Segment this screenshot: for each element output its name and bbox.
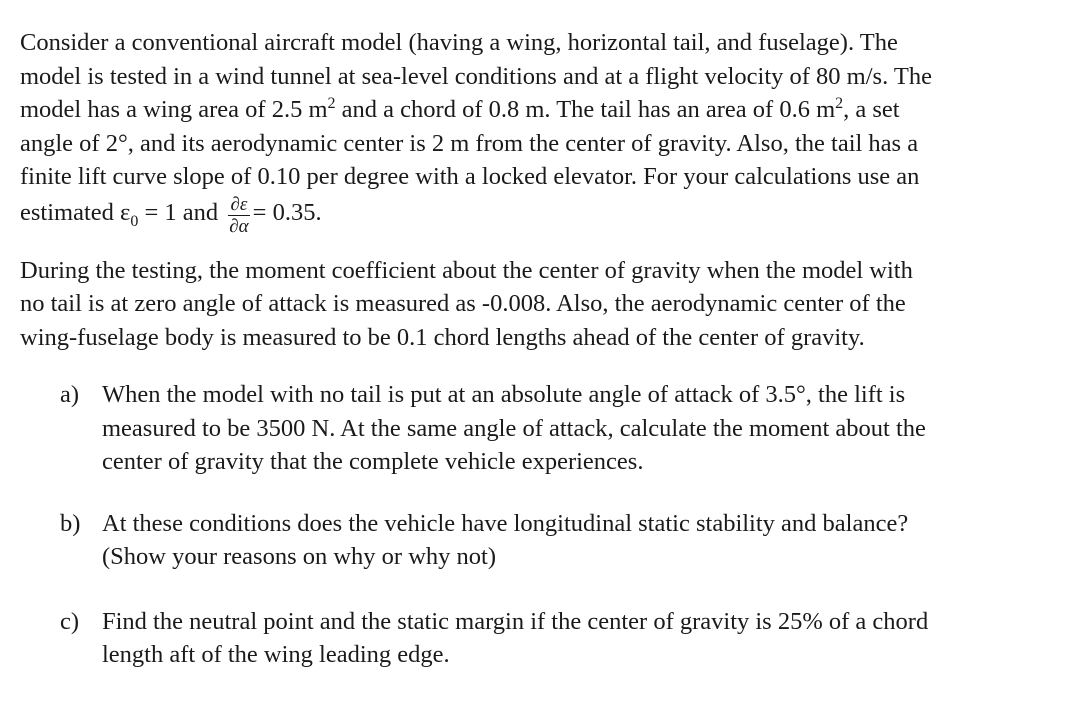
text-line: center of gravity that the complete vehicle experiences. [102, 448, 644, 475]
text-fragment: model has a wing area of 2.5 m [20, 96, 328, 123]
problem-statement [20, 26, 1050, 240]
text-line: During the testing, the moment coefficient about the center of gravity when the model with [20, 256, 913, 284]
superscript: 2 [835, 94, 844, 112]
subscript: 0 [130, 212, 139, 230]
text-line: length aft of the wing leading edge. [102, 641, 450, 668]
text-line: measured to be 3500 N. At the same angle of attack, calculate the moment about the [102, 414, 926, 442]
text-line [20, 194, 1050, 240]
text-line: angle of 2°, and its aerodynamic center is 2 m from the center of gravity. Also, the tail has a [20, 129, 919, 157]
question-marker: b) [60, 509, 81, 537]
text-line: (Show your reasons on why or why not) [102, 543, 496, 570]
problem-document [20, 26, 1050, 672]
text-line: Find the neutral point and the static margin if the center of gravity is 25% of a chord [102, 607, 929, 635]
text-fragment: = 1 and [138, 198, 225, 226]
partial-derivative-fraction [228, 195, 249, 236]
question-list [20, 378, 1050, 672]
text-line [20, 93, 1050, 127]
question-marker: c) [60, 607, 80, 635]
fraction-denominator: ∂α [229, 215, 249, 237]
text-line: no tail is at zero angle of attack is measured as -0.008. Also, the aerodynamic center of the [20, 290, 906, 317]
text-line: wing-fuselage body is measured to be 0.1 chord lengths ahead of the center of gravity. [20, 323, 865, 351]
text-fragment: , a set [843, 96, 900, 123]
text-line: Consider a conventional aircraft model (having a wing, horizontal tail, and fuselage). The [20, 29, 898, 56]
question-marker: a) [60, 381, 80, 408]
text-fragment: = 0.35. [252, 198, 322, 226]
question-item [20, 507, 1050, 574]
text-line: When the model with no tail is put at an absolute angle of attack of 3.5°, the lift is [102, 381, 906, 408]
question-item [20, 605, 1050, 672]
text-fragment: and a chord of 0.8 m. The tail has an area of 0.6 m [335, 96, 836, 123]
fraction-numerator: ∂ε [228, 195, 249, 216]
testing-paragraph [20, 254, 1050, 355]
text-fragment: estimated ε [20, 198, 131, 226]
question-item [20, 378, 1050, 479]
text-line: model is tested in a wind tunnel at sea-level conditions and at a flight velocity of 80 m/s. The [20, 62, 932, 90]
text-line: finite lift curve slope of 0.10 per degree with a locked elevator. For your calculations use an [20, 163, 920, 190]
superscript: 2 [327, 94, 336, 112]
text-line: At these conditions does the vehicle have longitudinal static stability and balance? [102, 509, 909, 537]
